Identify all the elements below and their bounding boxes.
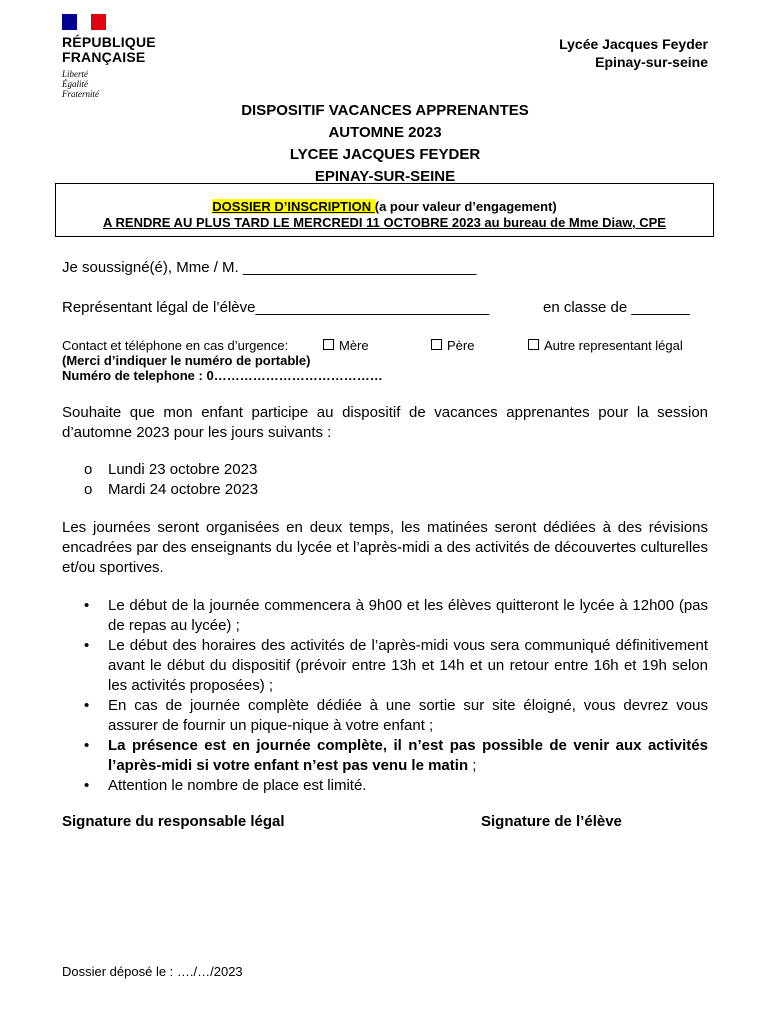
logo-text: RÉPUBLIQUE FRANÇAISE [62, 34, 156, 65]
logo-motto: Liberté Égalité Fraternité [62, 69, 99, 99]
list-item: • Attention le nombre de place est limité. [84, 777, 367, 794]
list-item: • La présence est en journée complète, il n’est pas possible de venir aux activités l’après-midi si votre enfant n’est pas venu le matin ; [84, 737, 708, 774]
intro-paragraph: Souhaite que mon enfant participe au dispositif de vacances apprenantes pour la session d’automne 2023 pour les jours suivants : [62, 404, 708, 441]
classe-field[interactable]: en classe de _______ [543, 299, 690, 316]
republique-francaise-logo [62, 14, 182, 104]
document-title: DISPOSITIF VACANCES APPRENANTES AUTOMNE 2023 LYCEE JACQUES FEYDER EPINAY-SUR-SEINE [241, 102, 529, 185]
info-bullets [84, 596, 708, 796]
phone-field[interactable]: Numéro de telephone : 0………………………………… [62, 368, 383, 383]
school-name: Lycée Jacques Feyder [559, 36, 708, 52]
list-item: • En cas de journée complète dédiée à une sortie sur site éloigné, vous devrez vous assurer de fournir un pique-nique à votre enfant ; [84, 697, 708, 734]
organisation-paragraph: Les journées seront organisées en deux temps, les matinées seront dédiées à des révisions encadrées par des enseignants du lycée et l’après-midi a des activités de découvertes culturelles et/ou sportives. [62, 519, 708, 576]
list-item: • Le début des horaires des activités de l’après-midi vous sera communiqué définitivement avant le début du dispositif (prévoir entre 13h et 14h et un retour entre 16h et 19h selon les activités proposées) ; [84, 637, 708, 694]
highlighted-label: DOSSIER D’INSCRIPTION [212, 199, 375, 214]
registration-heading: DOSSIER D’INSCRIPTION (a pour valeur d’engagement) [212, 199, 557, 214]
checkbox-icon[interactable] [528, 339, 539, 350]
merci-note: (Merci d’indiquer le numéro de portable) [62, 353, 311, 368]
school-city: Epinay-sur-seine [595, 54, 708, 70]
option-pere[interactable]: Père [431, 338, 474, 353]
soussigne-field[interactable]: Je soussigné(é), Mme / M. ____________________________ [62, 259, 477, 276]
representant-field[interactable]: Représentant légal de l’élève____________________________ [62, 299, 490, 316]
list-item: • Le début de la journée commencera à 9h00 et les élèves quitteront le lycée à 12h00 (pas de repas au lycée) ; [84, 597, 708, 634]
depot-date: Dossier déposé le : …./…/2023 [62, 964, 243, 979]
list-item: o Mardi 24 octobre 2023 [84, 481, 259, 498]
checkbox-icon[interactable] [323, 339, 334, 350]
school-header [559, 35, 708, 71]
registration-box [55, 183, 714, 237]
signature-parent-label: Signature du responsable légal [62, 813, 285, 830]
option-autre[interactable]: Autre representant légal [528, 338, 683, 353]
days-list [84, 460, 258, 500]
deadline-text: A RENDRE AU PLUS TARD LE MERCREDI 11 OCTOBRE 2023 au bureau de Mme Diaw, CPE [103, 215, 666, 230]
checkbox-icon[interactable] [431, 339, 442, 350]
option-mere[interactable]: Mère [323, 338, 369, 353]
signature-eleve-label: Signature de l’élève [481, 813, 622, 830]
french-flag-icon [62, 14, 106, 30]
contact-label: Contact et téléphone en cas d’urgence: [62, 338, 289, 353]
list-item: o Lundi 23 octobre 2023 [84, 461, 258, 478]
